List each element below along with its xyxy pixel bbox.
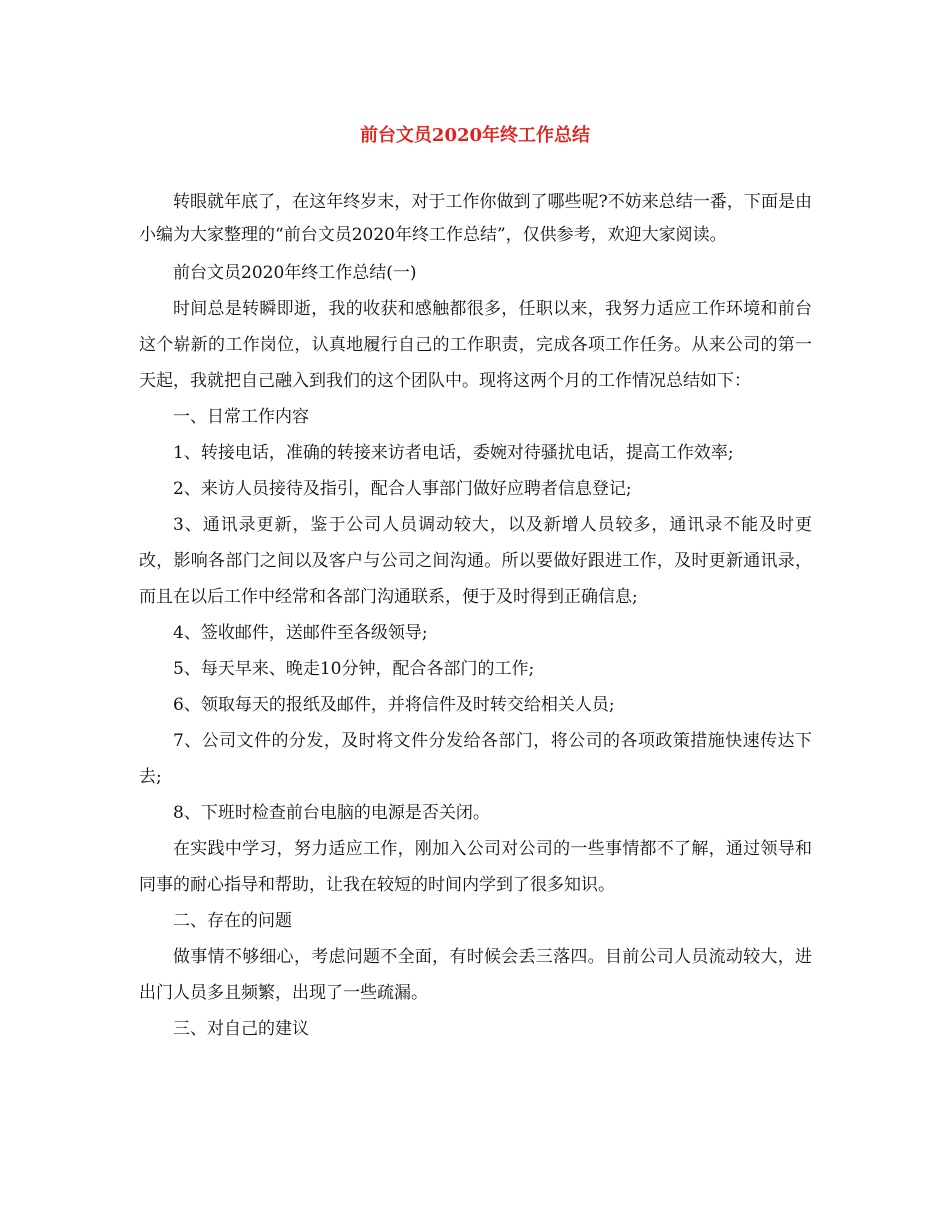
body-paragraph: 时间总是转瞬即逝，我的收获和感触都很多，任职以来，我努力适应工作环境和前台这个崭新的工作岗位，认真地履行自己的工作职责，完成各项工作任务。从来公司的第一天起，我就把自己融入到我们的这个团队中。现将这两个月的工作情况总结如下： [139, 299, 812, 391]
document-body [139, 186, 812, 1047]
document-title: 前台文员2020年终工作总结 [359, 125, 591, 146]
list-item: 2、来访人员接待及指引，配合人事部门做好应聘者信息登记; [173, 479, 632, 499]
list-item: 4、签收邮件，送邮件至各级领导; [173, 623, 428, 643]
section-heading-problems: 二、存在的问题 [173, 911, 292, 931]
list-item: 3、通讯录更新，鉴于公司人员调动较大，以及新增人员较多，通讯录不能及时更改，影响各部门之间以及客户与公司之间沟通。所以要做好跟进工作，及时更新通讯录，而且在以后工作中经常和各部门沟通联系，便于及时得到正确信息; [139, 515, 812, 607]
section-heading-suggestions: 三、对自己的建议 [173, 1019, 309, 1039]
body-paragraph: 在实践中学习，努力适应工作，刚加入公司对公司的一些事情都不了解，通过领导和同事的耐心指导和帮助，让我在较短的时间内学到了很多知识。 [139, 839, 812, 895]
list-item: 8、下班时检查前台电脑的电源是否关闭。 [173, 803, 490, 823]
list-item: 1、转接电话，准确的转接来访者电话，委婉对待骚扰电话，提高工作效率; [173, 443, 734, 463]
body-paragraph: 做事情不够细心，考虑问题不全面，有时候会丢三落四。目前公司人员流动较大，进出门人员多且频繁，出现了一些疏漏。 [139, 947, 812, 1003]
section-heading-daily-work: 一、日常工作内容 [173, 407, 309, 427]
section-heading-part-one: 前台文员2020年终工作总结(一) [173, 263, 417, 283]
list-item: 5、每天早来、晚走10分钟，配合各部门的工作; [173, 659, 535, 679]
list-item: 7、公司文件的分发，及时将文件分发给各部门，将公司的各项政策措施快速传达下去; [139, 731, 812, 787]
list-item: 6、领取每天的报纸及邮件，并将信件及时转交给相关人员; [173, 695, 615, 715]
intro-paragraph: 转眼就年底了，在这年终岁末，对于工作你做到了哪些呢?不妨来总结一番，下面是由小编为大家整理的“前台文员2020年终工作总结”，仅供参考，欢迎大家阅读。 [139, 192, 812, 245]
